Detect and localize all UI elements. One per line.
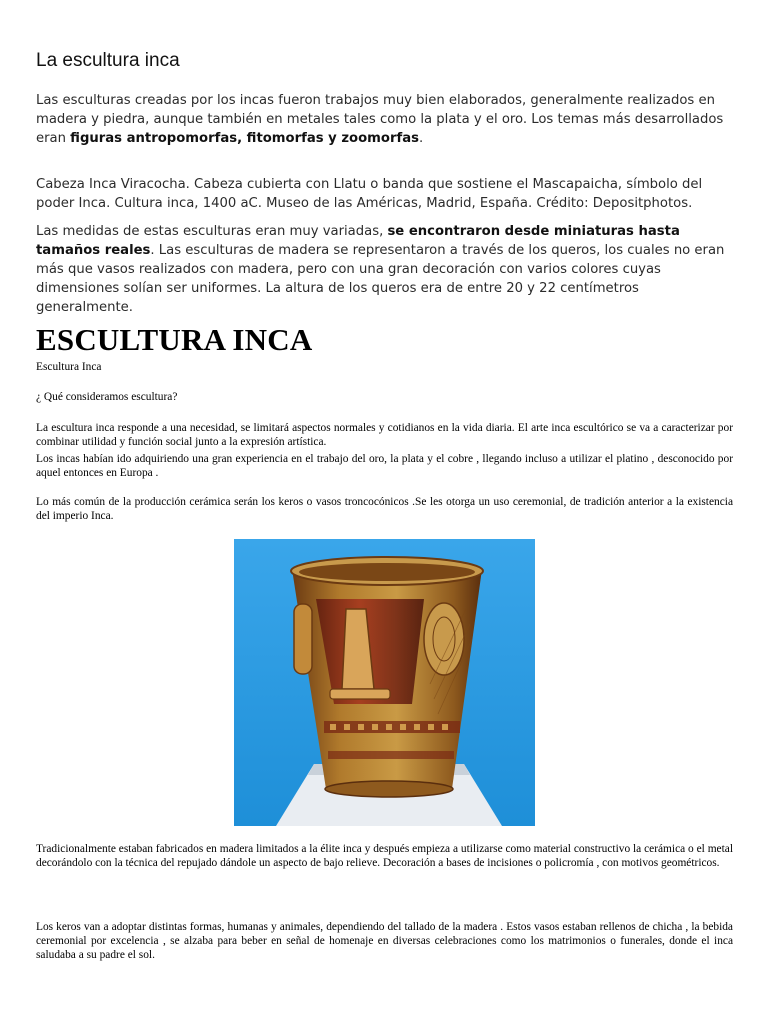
paragraph-necessity: La escultura inca responde a una necesidad, se limitará aspectos normales y cotidianos en la vida diaria. El arte inca escultórico se va a caracterizar por combinar utilidad y función social junto a la expresión artística.: [36, 422, 733, 448]
paragraph-keros-forms: Los keros van a adoptar distintas formas, humanas y animales, dependiendo del tallado de la madera . Estos vasos estaban rellenos de chicha , la bebida ceremonial por excelencia , se alzaba para beber en señal de homenaje en diversas celebraciones como los matrimonios o funerales, donde el inca saludaba a su padre el sol.: [36, 921, 733, 961]
paragraph-materials: Tradicionalmente estaban fabricados en madera limitados a la élite inca y después empieza a utilizarse como material constructivo la cerámica o el metal decorándolo con la técnica del repujado dándole un aspecto de bajo relieve. Decoración a bases de incisiones o policromía , con motivos geométricos.: [36, 843, 733, 869]
section-title: La escultura inca: [36, 50, 180, 71]
sizes-text-end: . Las esculturas de madera se representaron a través de los queros, los cuales no eran más que vasos realizados con madera, pero con una gran decoración con varios colores cuyas dimensiones solían ser uniformes. La altura de los queros era de entre 20 y 22 centímetros generalmente.: [36, 243, 725, 315]
sizes-paragraph: [36, 222, 736, 317]
intro-text: Las esculturas creadas por los incas fueron trabajos muy bien elaborados, generalmente realizados en madera y piedra, aunque también en metales tales como la plata y el oro. Los temas más desarrollados eran: [36, 93, 724, 146]
paragraph-metalwork: Los incas habían ido adquiriendo una gran experiencia en el trabajo del oro, la plata y el cobre , llegando incluso a utilizar el platino , desconocido por aquel entonces en Europa .: [36, 453, 733, 479]
intro-text-end: .: [418, 131, 424, 146]
sizes-text: Las medidas de estas esculturas eran muy variadas,: [36, 224, 388, 239]
intro-paragraph: [36, 91, 736, 148]
subheading: Escultura Inca: [36, 361, 102, 373]
paragraph-keros: Lo más común de la producción cerámica serán los keros o vasos troncocónicos .Se les otorga un uso ceremonial, de tradición anterior a la existencia del imperio Inca.: [36, 496, 733, 522]
sizes-bold-text: se encontraron desde miniaturas hasta tamaños reales: [36, 224, 680, 258]
main-heading: ESCULTURA INCA: [36, 322, 313, 357]
question-line: ¿ Qué consideramos escultura?: [36, 391, 178, 403]
kero-vessel-illustration: [234, 539, 535, 826]
intro-bold-text: figuras antropomorfas, fitomorfas y zoomorfas: [70, 131, 419, 146]
kero-photo: [234, 539, 535, 826]
image-caption-paragraph: Cabeza Inca Viracocha. Cabeza cubierta con Llatu o banda que sostiene el Mascapaicha, símbolo del poder Inca. Cultura inca, 1400 aC. Museo de las Américas, Madrid, España. Crédito: Depositphotos.: [36, 177, 703, 211]
